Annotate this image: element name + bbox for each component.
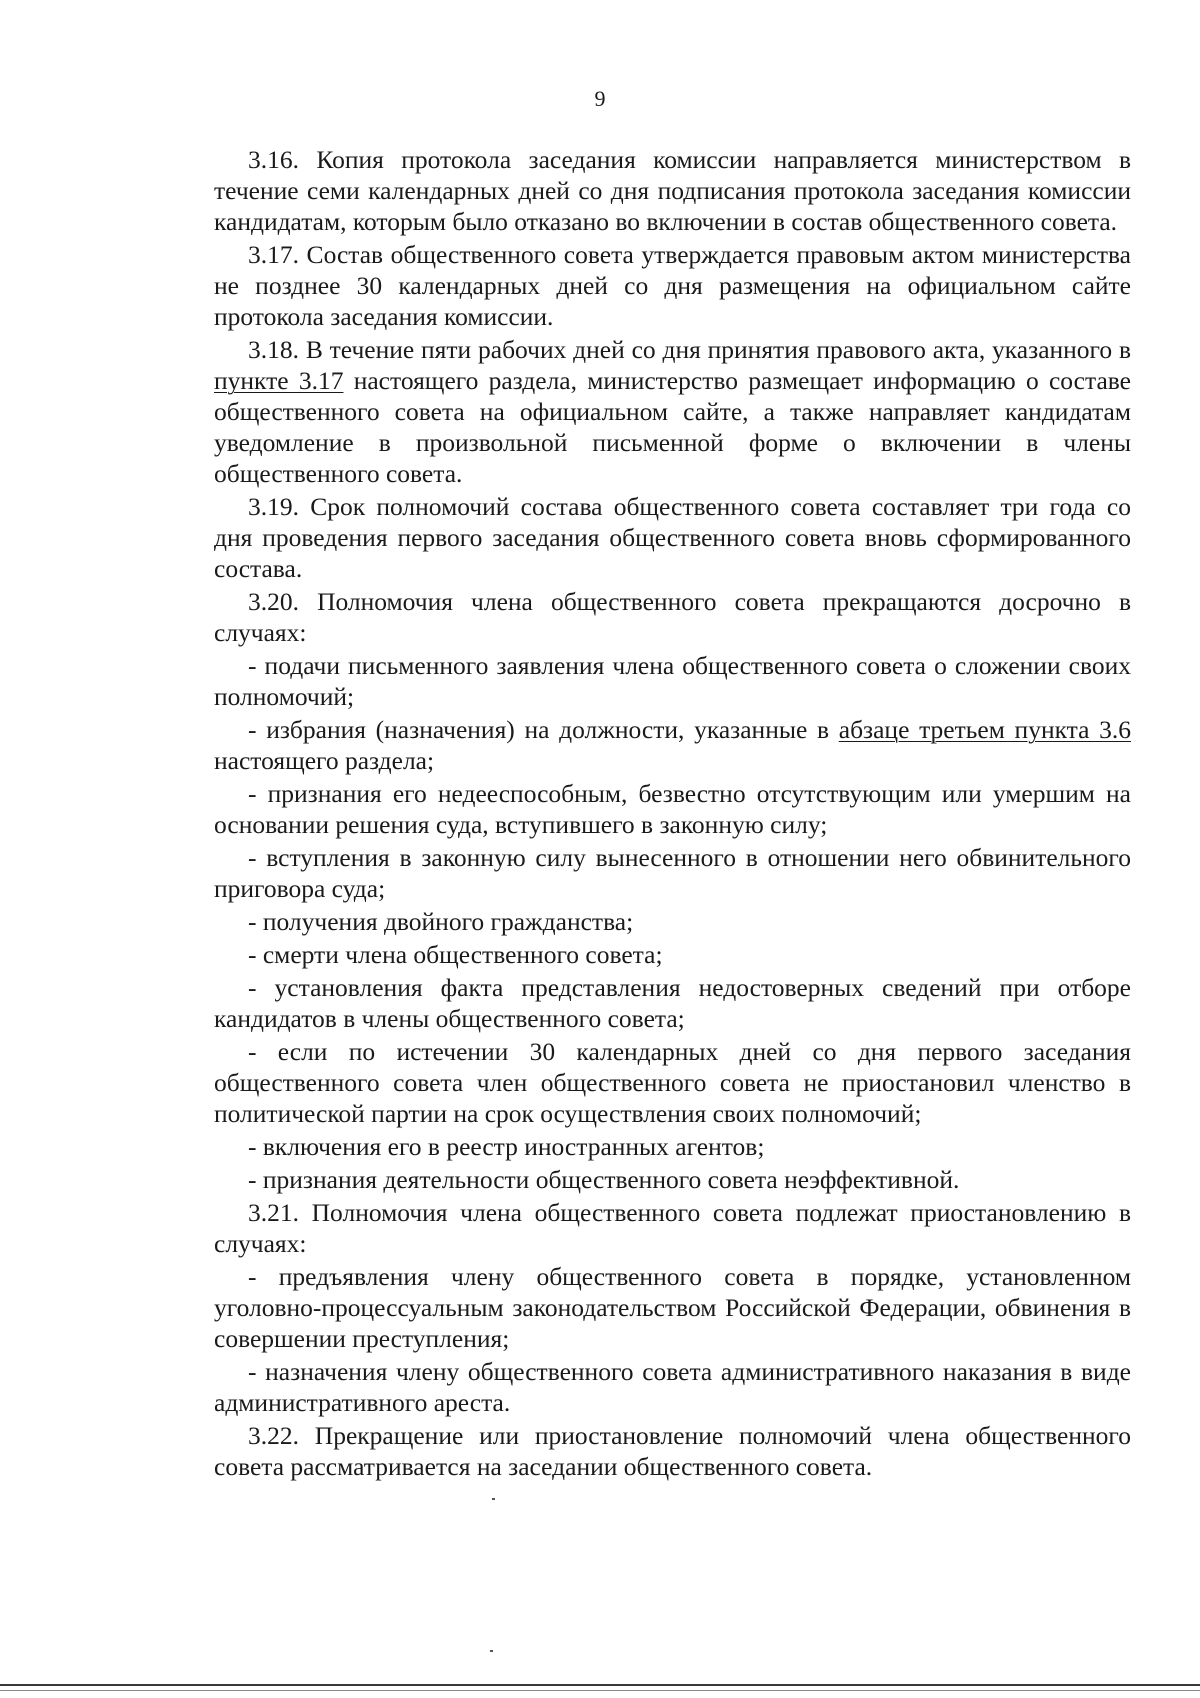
page-number: 9 xyxy=(594,86,606,111)
link-paragraph-3-point-3-6[interactable]: абзаце третьем пункта 3.6 xyxy=(838,715,1131,744)
list-item-termination-10: - признания деятельности общественного совета неэффективной. xyxy=(248,1165,960,1194)
document-body xyxy=(214,144,1131,1484)
paragraph-3-18-text-start: 3.18. В течение пяти рабочих дней со дня принятия правового акта, указанного в xyxy=(248,335,1131,364)
paragraph-3-17: 3.17. Состав общественного совета утверждается правовым актом министерства не позднее 30 календарных дней со дня размещения на официальном сайте протокола заседания комиссии. xyxy=(214,240,1131,331)
scan-speck xyxy=(490,1650,493,1652)
scan-edge-line xyxy=(0,1684,1200,1686)
list-item-suspension-2: - назначения члену общественного совета административного наказания в виде административного ареста. xyxy=(214,1357,1131,1417)
list-item-termination-2 xyxy=(214,714,1131,776)
list-item-termination-2-text-start: - избрания (назначения) на должности, указанные в xyxy=(248,715,839,744)
list-item-termination-4: - вступления в законную силу вынесенного в отношении него обвинительного приговора суда; xyxy=(214,843,1131,903)
list-item-termination-2-text-end: настоящего раздела; xyxy=(214,746,435,775)
list-item-termination-9: - включения его в реестр иностранных агентов; xyxy=(248,1132,765,1161)
list-item-termination-3: - признания его недееспособным, безвестно отсутствующим или умершим на основании решения суда, вступившего в законную силу; xyxy=(214,779,1131,839)
paragraph-3-19: 3.19. Срок полномочий состава общественного совета составляет три года со дня проведения первого заседания общественного совета вновь сформированного состава. xyxy=(214,492,1131,583)
scan-speck xyxy=(492,1498,495,1500)
link-point-3-17[interactable]: пункте 3.17 xyxy=(214,366,344,395)
list-item-suspension-1: - предъявления члену общественного совета в порядке, установленном уголовно-процессуальным законодательством Российской Федерации, обвинения в совершении преступления; xyxy=(214,1262,1131,1353)
paragraph-3-22: 3.22. Прекращение или приостановление полномочий члена общественного совета рассматривается на заседании общественного совета. xyxy=(214,1421,1131,1481)
scan-edge-line xyxy=(0,1690,1200,1691)
paragraph-3-16: 3.16. Копия протокола заседания комиссии направляется министерством в течение семи календарных дней со дня подписания протокола заседания комиссии кандидатам, которым было отказано во включении в состав общественного совета. xyxy=(214,145,1131,236)
list-item-termination-5: - получения двойного гражданства; xyxy=(248,907,634,936)
paragraph-3-21: 3.21. Полномочия члена общественного совета подлежат приостановлению в случаях: xyxy=(214,1198,1131,1258)
list-item-termination-7: - установления факта представления недостоверных сведений при отборе кандидатов в члены общественного совета; xyxy=(214,973,1131,1033)
paragraph-3-18-text-end: настоящего раздела, министерство размещает информацию о составе общественного совета на официальном сайте, а также направляет кандидатам уведомление в произвольной письменной форме о включении в члены общественного совета. xyxy=(214,366,1131,488)
paragraph-3-20: 3.20. Полномочия члена общественного совета прекращаются досрочно в случаях: xyxy=(214,587,1131,647)
list-item-termination-1: - подачи письменного заявления члена общественного совета о сложении своих полномочий; xyxy=(214,651,1131,711)
list-item-termination-8: - если по истечении 30 календарных дней со дня первого заседания общественного совета член общественного совета не приостановил членство в политической партии на срок осуществления своих полномочий; xyxy=(214,1037,1131,1128)
list-item-termination-6: - смерти члена общественного совета; xyxy=(248,940,663,969)
paragraph-3-18 xyxy=(214,334,1131,489)
